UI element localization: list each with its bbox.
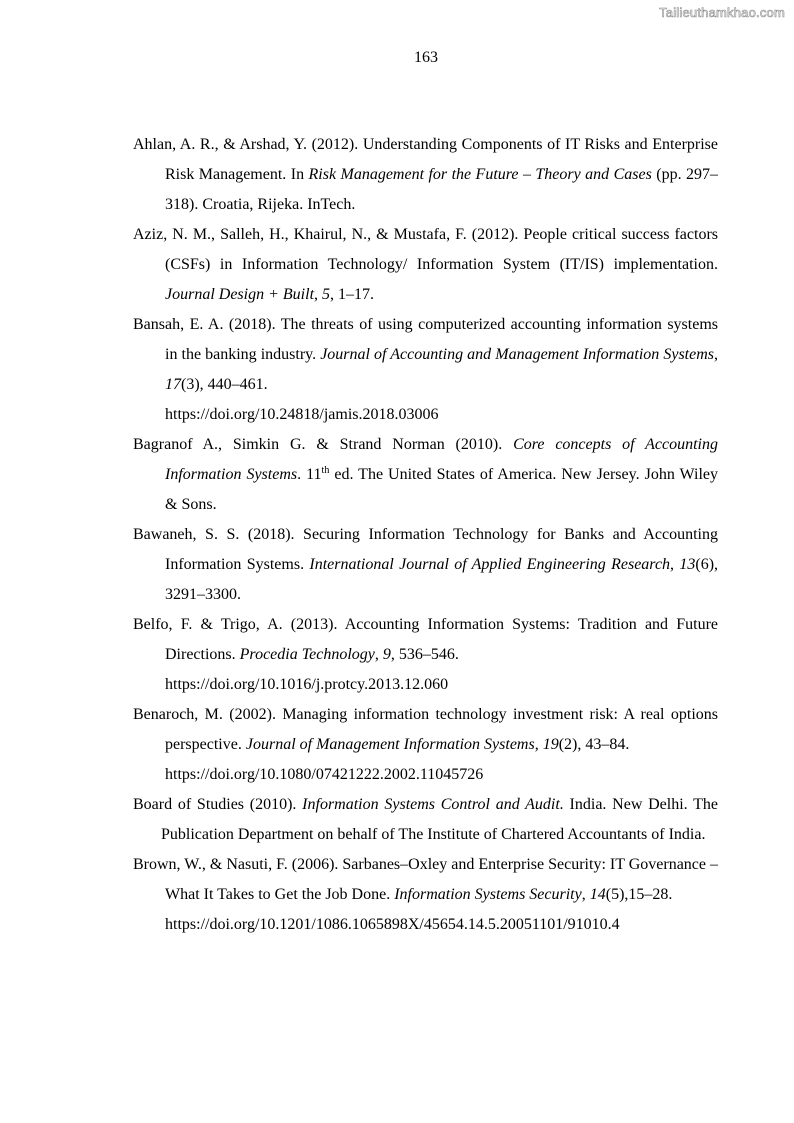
doi-link[interactable]: https://doi.org/10.1080/07421222.2002.11045726 (165, 766, 484, 783)
reference-entry: Aziz, N. M., Salleh, H., Khairul, N., & Mustafa, F. (2012). People critical success factors (CSFs) in Information Technology/ Information System (IT/IS) implementation. Journal Design + Built, 5, 1–17. (133, 226, 718, 303)
reference-entry: Benaroch, M. (2002). Managing information technology investment risk: A real options perspective. Journal of Management Information Systems, 19(2), 43–84. https://doi.org/10.1080/07421222.2002.11045726 (133, 700, 718, 790)
page-number: 163 (414, 49, 438, 66)
reference-entry: Bansah, E. A. (2018). The threats of using computerized accounting information systems in the banking industry. Journal of Accounting and Management Information Systems, 17(3), 440–461. https://doi.org/10.24818/jamis.2018.03006 (133, 310, 718, 430)
reference-entry: Ahlan, A. R., & Arshad, Y. (2012). Understanding Components of IT Risks and Enterprise Risk Management. In Risk Management for the Future – Theory and Cases (pp. 297–318). Croatia, Rijeka. InTech. (133, 136, 719, 213)
reference-entry: Bagranof A., Simkin G. & Strand Norman (2010). Core concepts of Accounting Information Systems. 11th ed. The United States of America. New Jersey. John Wiley & Sons. (133, 436, 719, 513)
reference-list (133, 130, 718, 940)
watermark: Tailieuthamkhao.com (659, 5, 785, 20)
reference-entry: Board of Studies (2010). Information Systems Control and Audit. India. New Delhi. The Publication Department on behalf of The Institute of Chartered Accountants of India. (133, 796, 718, 843)
doi-link[interactable]: https://doi.org/10.24818/jamis.2018.03006 (165, 406, 439, 423)
doi-link[interactable]: https://doi.org/10.1016/j.protcy.2013.12.060 (165, 676, 449, 693)
reference-entry: Brown, W., & Nasuti, F. (2006). Sarbanes–Oxley and Enterprise Security: IT Governance – What It Takes to Get the Job Done. Information Systems Security, 14(5),15–28. https://doi.org/10.1201/1086.1065898X/45654.14.5.20051101/91010.4 (133, 850, 718, 940)
doi-link[interactable]: https://doi.org/10.1201/1086.1065898X/45654.14.5.20051101/91010.4 (165, 916, 620, 933)
reference-entry: Bawaneh, S. S. (2018). Securing Information Technology for Banks and Accounting Information Systems. International Journal of Applied Engineering Research, 13(6), 3291–3300. (133, 526, 719, 603)
reference-entry: Belfo, F. & Trigo, A. (2013). Accounting Information Systems: Tradition and Future Directions. Procedia Technology, 9, 536–546. https://doi.org/10.1016/j.protcy.2013.12.060 (133, 610, 718, 700)
